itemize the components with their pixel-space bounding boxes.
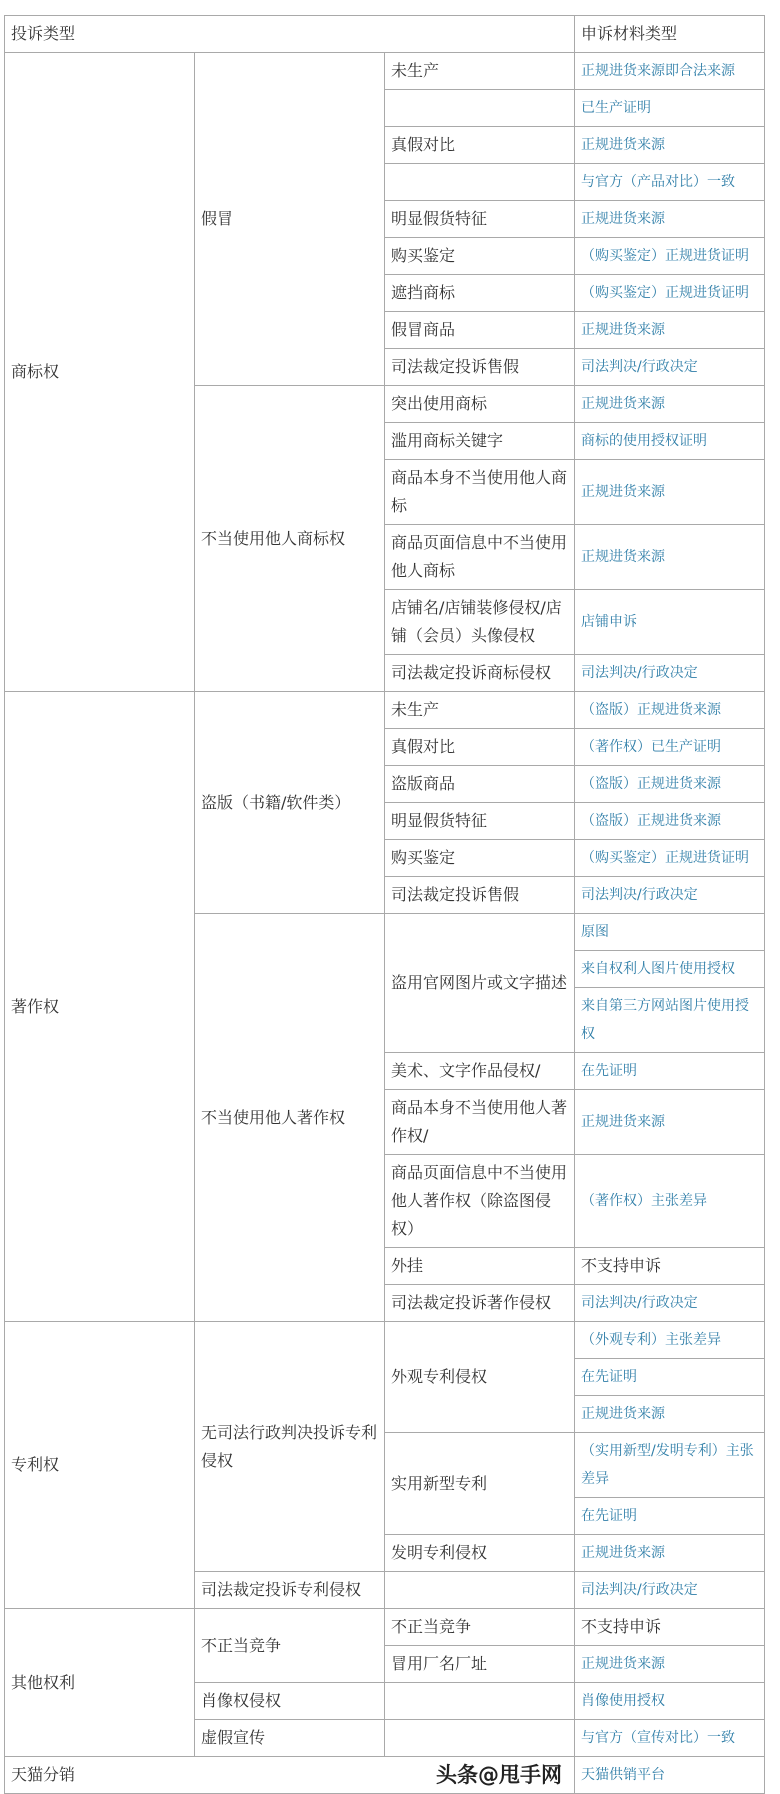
complaint-type-cell bbox=[385, 1572, 575, 1609]
appeal-material-cell bbox=[575, 423, 765, 460]
appeal-material-cell bbox=[575, 349, 765, 386]
complaint-type-cell bbox=[385, 590, 575, 655]
cell-text: 肖像使用授权 bbox=[581, 1693, 666, 1709]
complaint-type-cell bbox=[385, 275, 575, 312]
complaint-type-cell bbox=[385, 53, 575, 90]
complaint-type-cell bbox=[5, 692, 195, 1322]
cell-text: （著作权）主张差异 bbox=[581, 1193, 708, 1209]
complaint-type-cell bbox=[5, 53, 195, 692]
header-complaint-type: 投诉类型 bbox=[5, 16, 575, 53]
header-appeal-material-type: 申诉材料类型 bbox=[575, 16, 765, 53]
cell-text: 明显假货特征 bbox=[391, 209, 488, 228]
cell-text: 司法裁定投诉著作侵权 bbox=[391, 1293, 552, 1312]
cell-text: 未生产 bbox=[391, 700, 440, 719]
cell-text: 司法判决/行政决定 bbox=[581, 887, 698, 903]
appeal-material-cell bbox=[575, 1396, 765, 1433]
appeal-material-cell bbox=[575, 386, 765, 423]
cell-text: 来自第三方网站图片使用授权 bbox=[581, 998, 750, 1042]
appeal-material-cell bbox=[575, 525, 765, 590]
complaint-type-cell bbox=[385, 1646, 575, 1683]
appeal-material-cell bbox=[575, 1498, 765, 1535]
cell-text: 天猫分销 bbox=[11, 1765, 76, 1784]
cell-text: 盗版商品 bbox=[391, 774, 456, 793]
cell-text: 虚假宣传 bbox=[201, 1728, 266, 1747]
appeal-material-cell bbox=[575, 312, 765, 349]
cell-text: （盗版）正规进货来源 bbox=[581, 813, 722, 829]
cell-text: 冒用厂名厂址 bbox=[391, 1654, 488, 1673]
cell-text: 司法裁定投诉专利侵权 bbox=[201, 1580, 362, 1599]
complaint-type-cell bbox=[385, 90, 575, 127]
cell-text: 商品页面信息中不当使用他人著作权（除盗图侵权） bbox=[391, 1163, 568, 1238]
appeal-material-cell bbox=[575, 803, 765, 840]
cell-text: 滥用商标关键字 bbox=[391, 431, 504, 450]
complaint-type-cell bbox=[385, 423, 575, 460]
appeal-material-cell bbox=[575, 1646, 765, 1683]
cell-text: （外观专利）主张差异 bbox=[581, 1332, 722, 1348]
cell-text: （盗版）正规进货来源 bbox=[581, 702, 722, 718]
complaint-type-cell bbox=[385, 803, 575, 840]
appeal-material-cell bbox=[575, 988, 765, 1053]
complaint-type-cell bbox=[5, 1322, 195, 1609]
complaint-type-cell bbox=[385, 1248, 575, 1285]
cell-text: 与官方（宣传对比）一致 bbox=[581, 1730, 736, 1746]
cell-text: 原图 bbox=[581, 924, 610, 940]
cell-text: 不支持申诉 bbox=[581, 1617, 662, 1636]
complaint-type-cell bbox=[195, 53, 385, 386]
appeal-material-cell bbox=[575, 655, 765, 692]
cell-text: 假冒 bbox=[201, 209, 234, 228]
cell-text: 司法裁定投诉商标侵权 bbox=[391, 663, 552, 682]
appeal-material-cell bbox=[575, 877, 765, 914]
cell-text: 在先证明 bbox=[581, 1369, 638, 1385]
cell-text: 正规进货来源 bbox=[581, 137, 666, 153]
cell-text: 商标权 bbox=[11, 362, 60, 381]
appeal-material-cell bbox=[575, 164, 765, 201]
complaint-type-cell bbox=[385, 655, 575, 692]
complaint-type-cell bbox=[385, 766, 575, 803]
cell-text: 在先证明 bbox=[581, 1063, 638, 1079]
table-row bbox=[5, 1322, 765, 1359]
complaint-type-cell bbox=[195, 1572, 385, 1609]
cell-text: 真假对比 bbox=[391, 135, 456, 154]
cell-text: 店铺名/店铺装修侵权/店铺（会员）头像侵权 bbox=[391, 598, 562, 645]
appeal-material-cell bbox=[575, 53, 765, 90]
appeal-material-cell bbox=[575, 1757, 765, 1794]
cell-text: 商品本身不当使用他人著作权/ bbox=[391, 1098, 568, 1145]
complaint-type-cell bbox=[195, 1609, 385, 1683]
cell-text: 其他权利 bbox=[11, 1672, 76, 1692]
cell-text: 正规进货来源 bbox=[581, 211, 666, 227]
cell-text: 正规进货来源 bbox=[581, 549, 666, 565]
cell-text: 已生产证明 bbox=[581, 100, 652, 116]
cell-text: 未生产 bbox=[391, 61, 440, 80]
appeal-material-cell bbox=[575, 729, 765, 766]
cell-text: 正规进货来源 bbox=[581, 1545, 666, 1561]
cell-text: 著作权 bbox=[11, 996, 60, 1016]
cell-text: 盗用官网图片或文字描述 bbox=[391, 973, 568, 992]
appeal-material-cell bbox=[575, 127, 765, 164]
cell-text: 美术、文字作品侵权/ bbox=[391, 1061, 541, 1080]
complaint-type-cell bbox=[385, 1683, 575, 1720]
complaint-type-cell bbox=[575, 1609, 765, 1646]
complaint-type-cell bbox=[195, 692, 385, 914]
complaint-type-cell bbox=[385, 692, 575, 729]
complaint-type-cell bbox=[385, 386, 575, 423]
cell-text: 商品页面信息中不当使用他人商标 bbox=[391, 533, 568, 580]
complaint-type-cell bbox=[195, 386, 385, 692]
complaint-type-cell bbox=[195, 1322, 385, 1572]
complaint-appeal-table bbox=[4, 15, 765, 1794]
cell-text: （著作权）已生产证明 bbox=[581, 739, 722, 755]
appeal-material-cell bbox=[575, 766, 765, 803]
complaint-type-cell bbox=[385, 525, 575, 590]
table-row bbox=[5, 1609, 765, 1646]
complaint-type-cell bbox=[385, 1720, 575, 1757]
table-row bbox=[5, 53, 765, 90]
complaint-type-cell bbox=[385, 1322, 575, 1433]
cell-text: 明显假货特征 bbox=[391, 811, 488, 830]
appeal-material-cell bbox=[575, 1359, 765, 1396]
complaint-type-cell bbox=[385, 914, 575, 1053]
appeal-material-cell bbox=[575, 1285, 765, 1322]
table-row bbox=[5, 1757, 765, 1794]
cell-text: 实用新型专利 bbox=[391, 1473, 488, 1493]
cell-text: 不当使用他人著作权 bbox=[201, 1107, 346, 1127]
appeal-material-cell bbox=[575, 1720, 765, 1757]
cell-text: 正规进货来源即合法来源 bbox=[581, 63, 736, 79]
cell-text: 司法判决/行政决定 bbox=[581, 665, 698, 681]
cell-text: 正规进货来源 bbox=[581, 322, 666, 338]
cell-text: 不当使用他人商标权 bbox=[201, 528, 346, 548]
cell-text: 与官方（产品对比）一致 bbox=[581, 174, 736, 190]
cell-text: 商品本身不当使用他人商标 bbox=[391, 468, 568, 515]
watermark: 头条@甩手网 bbox=[436, 1763, 563, 1787]
cell-text: 正规进货来源 bbox=[581, 1656, 666, 1672]
complaint-type-cell bbox=[385, 1155, 575, 1248]
cell-text: 在先证明 bbox=[581, 1508, 638, 1524]
cell-text: 无司法行政判决投诉专利侵权 bbox=[201, 1422, 378, 1470]
appeal-material-cell bbox=[575, 1683, 765, 1720]
complaint-type-cell bbox=[195, 1720, 385, 1757]
appeal-material-cell bbox=[575, 692, 765, 729]
complaint-type-cell bbox=[385, 238, 575, 275]
complaint-type-cell bbox=[385, 840, 575, 877]
cell-text: 正规进货来源 bbox=[581, 484, 666, 500]
complaint-type-cell bbox=[385, 1285, 575, 1322]
cell-text: 司法判决/行政决定 bbox=[581, 1582, 698, 1598]
complaint-type-cell bbox=[385, 127, 575, 164]
cell-text: 不支持申诉 bbox=[581, 1256, 662, 1275]
appeal-material-cell bbox=[575, 840, 765, 877]
cell-text: 发明专利侵权 bbox=[391, 1543, 488, 1562]
cell-text: 天猫供销平台 bbox=[581, 1767, 666, 1783]
appeal-material-cell bbox=[575, 90, 765, 127]
appeal-material-cell bbox=[575, 1322, 765, 1359]
appeal-material-cell bbox=[575, 275, 765, 312]
appeal-material-cell bbox=[575, 1535, 765, 1572]
table-body bbox=[5, 16, 765, 1794]
complaint-type-cell bbox=[385, 349, 575, 386]
cell-text: （购买鉴定）正规进货证明 bbox=[581, 850, 750, 866]
appeal-material-cell bbox=[575, 238, 765, 275]
appeal-material-cell bbox=[575, 1155, 765, 1248]
cell-text: 司法裁定投诉售假 bbox=[391, 357, 520, 376]
appeal-material-cell bbox=[575, 590, 765, 655]
cell-text: 不正当竞争 bbox=[391, 1617, 472, 1636]
appeal-material-cell bbox=[575, 1433, 765, 1498]
complaint-type-cell bbox=[195, 1683, 385, 1720]
complaint-type-cell bbox=[5, 1757, 575, 1794]
complaint-type-cell bbox=[385, 877, 575, 914]
table-row bbox=[5, 692, 765, 729]
appeal-material-cell bbox=[575, 1572, 765, 1609]
complaint-type-cell bbox=[5, 1609, 195, 1757]
complaint-type-cell bbox=[385, 1433, 575, 1535]
appeal-material-cell bbox=[575, 914, 765, 951]
cell-text: 商标的使用授权证明 bbox=[581, 433, 708, 449]
complaint-type-cell bbox=[385, 1053, 575, 1090]
complaint-type-cell bbox=[385, 164, 575, 201]
cell-text: 突出使用商标 bbox=[391, 394, 488, 413]
appeal-material-cell bbox=[575, 460, 765, 525]
cell-text: 正规进货来源 bbox=[581, 1114, 666, 1130]
cell-text: 司法判决/行政决定 bbox=[581, 359, 698, 375]
cell-text: 司法判决/行政决定 bbox=[581, 1295, 698, 1311]
cell-text: 店铺申诉 bbox=[581, 614, 638, 630]
cell-text: 外观专利侵权 bbox=[391, 1367, 488, 1386]
cell-text: 司法裁定投诉售假 bbox=[391, 885, 520, 904]
complaint-type-cell bbox=[385, 1535, 575, 1572]
complaint-type-cell bbox=[385, 729, 575, 766]
appeal-material-cell bbox=[575, 201, 765, 238]
cell-text: （实用新型/发明专利）主张差异 bbox=[581, 1443, 754, 1487]
cell-text: 来自权利人图片使用授权 bbox=[581, 961, 736, 977]
appeal-material-cell bbox=[575, 1053, 765, 1090]
table-header-row bbox=[5, 16, 765, 53]
complaint-type-cell bbox=[385, 201, 575, 238]
cell-text: 正规进货来源 bbox=[581, 1406, 666, 1422]
cell-text: 不正当竞争 bbox=[201, 1635, 282, 1655]
cell-text: 购买鉴定 bbox=[391, 848, 456, 867]
cell-text: 遮挡商标 bbox=[391, 283, 456, 302]
cell-text: （购买鉴定）正规进货证明 bbox=[581, 248, 750, 264]
appeal-material-cell bbox=[575, 1090, 765, 1155]
cell-text: 假冒商品 bbox=[391, 320, 456, 339]
cell-text: 肖像权侵权 bbox=[201, 1691, 282, 1710]
appeal-material-cell bbox=[575, 951, 765, 988]
cell-text: 购买鉴定 bbox=[391, 246, 456, 265]
complaint-type-cell bbox=[575, 1248, 765, 1285]
complaint-type-cell bbox=[385, 312, 575, 349]
cell-text: 真假对比 bbox=[391, 737, 456, 756]
cell-text: 正规进货来源 bbox=[581, 396, 666, 412]
cell-text: 外挂 bbox=[391, 1256, 424, 1275]
complaint-type-cell bbox=[195, 914, 385, 1322]
complaint-type-cell bbox=[385, 1609, 575, 1646]
cell-text: （盗版）正规进货来源 bbox=[581, 776, 722, 792]
cell-text: 盗版（书籍/软件类） bbox=[201, 792, 351, 812]
complaint-type-cell bbox=[385, 460, 575, 525]
cell-text: （购买鉴定）正规进货证明 bbox=[581, 285, 750, 301]
complaint-type-cell bbox=[385, 1090, 575, 1155]
cell-text: 专利权 bbox=[11, 1455, 60, 1474]
